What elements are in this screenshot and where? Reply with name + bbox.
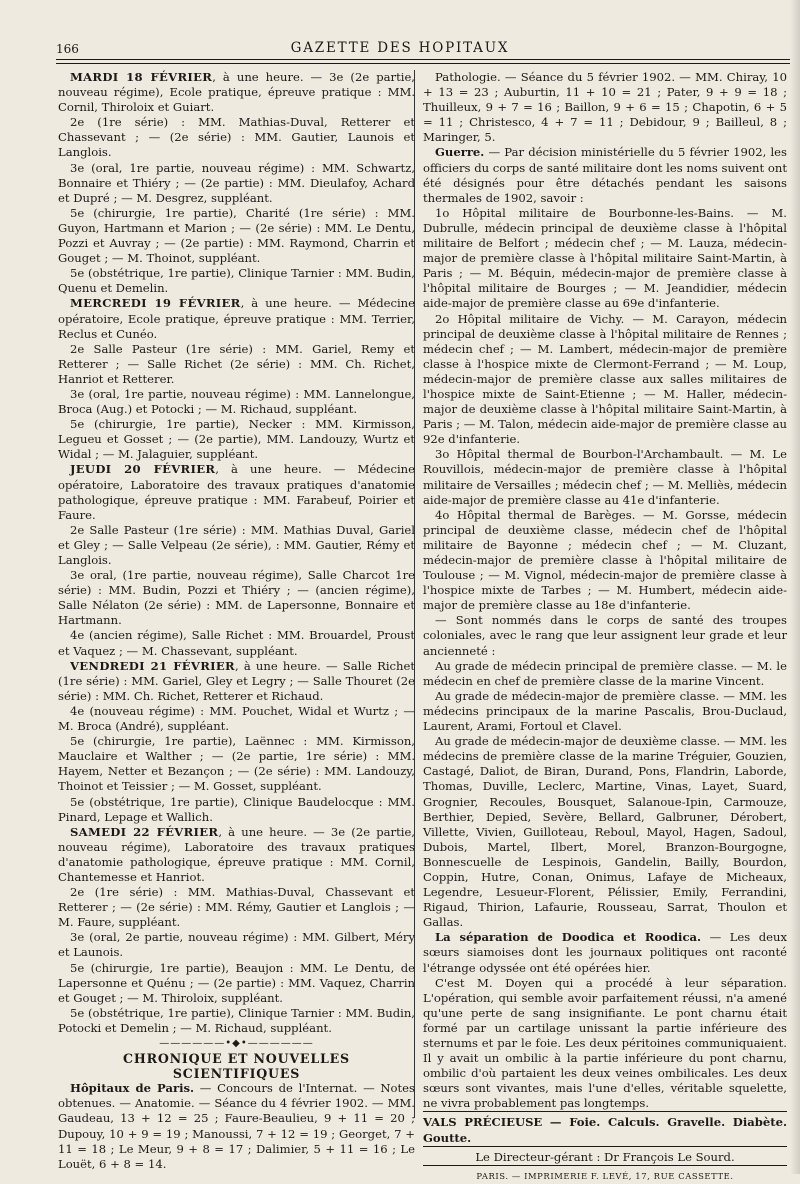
ornament-divider: ——————•◆•—————— [159,1038,314,1049]
paragraph: 4e (nouveau régime) : MM. Pouchet, Widal et Wurtz ; — M. Broca (André), suppléant. [58,703,415,734]
hopitaux-paragraph: Hôpitaux de Paris. — Concours de l'Internat. — Notes obtenues. — Anatomie. — Séance du 4 février 1902. — MM. Gaudeau, 13 + 12 = 25 ; Faure-Beaulieu, 9 + 11 = 20 ; Dupouy, 10 + 9 = 19 ; Manoussi, 7 + 12 = 19 ; Georget, 7 + 11 = 18 ; Le Meur, 9 + 8 = 17 ; Dalimier, 5 + 11 = 16 ; Le Louët, 6 + 8 = 14. [58,1081,415,1171]
mercredi-paragraph: MERCREDI 19 FÉVRIER, à une heure. — Médecine opératoire, Ecole pratique, épreuve pratique : MM. Terrier, Reclus et Cunéo. [58,296,416,341]
paragraph: 5e (chirurgie, 1re partie), Charité (1re série) : MM. Guyon, Hartmann et Marion ; — (2e série) : MM. Le Dentu, Pozzi et Auvray ; — (2e partie) : MM. Raymond, Charrin et Gouget ; — M. Thoinot, suppléant. [58,205,415,266]
paragraph: 5e (chirurgie, 1re partie), Necker : MM. Kirmisson, Legueu et Gosset ; — (2e partie), MM. Landouzy, Wurtz et Widal ; — M. Jalaguier, suppléant. [58,417,415,462]
page-header [0,0,800,70]
news-heading: Hôpitaux de Paris. [70,1081,195,1096]
paragraph: 4o Hôpital thermal de Barèges. — M. Gorsse, médecin principal de deuxième classe, médecin chef de l'hôpital militaire de Bayonne ; médecin chef ; — M. Cluzant, médecin-major de première classe à l'hôpital militaire de Toulouse ; — M. Vignol, médecin-major de première classe à l'hospice mixte de Tarbes ; — M. Humbert, médecin aide-major de première classe au 18e d'infanterie. [423,507,787,613]
paragraph: Au grade de médecin principal de première classe. — M. le médecin en chef de première classe de la marine Vincent. [423,658,787,688]
printer-line: PARIS. — IMPRIMERIE F. LEVÉ, 17, RUE CASSETTE. [423,1165,787,1184]
paragraph: 2e (1re série) : MM. Mathias-Duval, Chassevant et Retterer ; — (2e série) : MM. Rémy, Gautier et Langlois ; — M. Faure, suppléant. [58,885,415,930]
director-signature: Le Directeur-gérant : Dr François Le Sourd. [423,1146,787,1165]
paragraph: 3e oral, (1re partie, nouveau régime), Salle Charcot 1re série) : MM. Budin, Pozzi et Thiéry ; — (ancien régime), Salle Nélaton (2e série) : MM. de Lapersonne, Bonnaire et Hartmann. [58,568,415,628]
samedi-paragraph: SAMEDI 22 FÉVRIER, à une heure. — 3e (2e partie, nouveau régime), Laboratoire des travaux pratiques d'anatomie pathologique, épreuve pratique : MM. Cornil, Chantemesse et Hanriot. [58,824,415,884]
day-heading: MARDI 18 FÉVRIER [70,70,213,84]
paragraph: 3e (oral, 1re partie, nouveau régime) : MM. Schwartz, Bonnaire et Thiéry ; — (2e partie) : MM. Dieulafoy, Achard et Dupré ; — M. Desgrez, suppléant. [58,160,415,205]
page-number: 166 [56,42,79,56]
paragraph: 2e Salle Pasteur (1re série) : MM. Gariel, Remy et Retterer ; — Salle Richet (2e série) : MM. Ch. Richet, Hanriot et Retterer. [58,341,415,386]
paragraph: 2e Salle Pasteur (1re série) : MM. Mathias Duval, Gariel et Gley ; — Salle Velpeau (2e série), : MM. Gautier, Rémy et Langlois. [58,522,415,567]
paragraph: 3o Hôpital thermal de Bourbon-l'Archambault. — M. Le Rouvillois, médecin-major de première classe à l'hôpital militaire de Versailles ; médecin chef ; — M. Melliès, médecin aide-major de première classe au 41e d'infanterie. [423,447,787,507]
advertisement: VALS PRÉCIEUSE — Foie. Calculs. Gravelle. Diabète. Goutte. [423,1111,787,1145]
paragraph: 1o Hôpital militaire de Bourbonne-les-Bains. — M. Dubrulle, médecin principal de deuxième classe à l'hôpital militaire de Belfort ; médecin chef ; — M. Lauza, médecin-major de première classe à l'hôpital militaire Saint-Martin, à Paris ; — M. Béquin, médecin-major de première classe à l'hôpital militaire de Bourges ; — M. Jeandidier, médecin aide-major de première classe au 69e d'infanterie. [423,205,787,311]
paragraph: 2o Hôpital militaire de Vichy. — M. Carayon, médecin principal de deuxième classe à l'hôpital militaire de Rennes ; médecin chef ; — M. Lambert, médecin-major de première classe à l'hospice mixte de Clermont-Ferrand ; — M. Loup, médecin-major de première classe aux salles militaires de l'hospice mixte de Saint-Etienne ; — M. Haller, médecin-major de deuxième classe à l'hôpital militaire Saint-Martin, à Paris ; — M. Talon, médecin aide-major de première classe au 92e d'infanterie. [423,311,787,447]
page-edge-shadow [790,0,800,1174]
paragraph: 2e (1re série) : MM. Mathias-Duval, Retterer et Chassevant ; — (2e série) : MM. Gautier, Launois et Langlois. [58,115,415,160]
paragraph: 5e (obstétrique, 1re partie), Clinique Tarnier : MM. Budin, Potocki et Demelin ; — M. Richaud, suppléant. [58,1005,415,1035]
paragraph: Au grade de médecin-major de deuxième classe. — MM. les médecins de première classe de la marine Tréguier, Gouzien, Castagé, Daliot, de Biran, Durand, Pons, Flandrin, Laborde, Thomas, Duville, Leclerc, Martine, Vinas, Layet, Suard, Grognier, Recoules, Bousquet, Salanoue-Ipin, Carmouze, Berthier, Depied, Sevère, Bellard, Galbruner, Dérobert, Villette, Vivien, Guilloteau, Reboul, Mayol, Hagen, Sadoul, Dubois, Martel, Ilbert, Morel, Branzon-Bourgogne, Bonnescuelle de Lespinois, Gandelin, Bailly, Bourdon, Coppin, Hutre, Conan, Onimus, Lafaye de Micheaux, Legendre, Lesueur-Florent, Pélissier, Emily, Ferrandini, Rigaud, Thirion, Lafaurie, Rousseau, Sarrat, Thoulon et Gallas. [423,734,787,930]
header-rule-thin [56,63,790,64]
paragraph: 5e (chirurgie, 1re partie), Beaujon : MM. Le Dentu, de Lapersonne et Quénu ; — (2e partie) : MM. Vaquez, Charrin et Gouget ; — M. Thiroloix, suppléant. [58,960,415,1005]
right-column [423,70,787,1181]
running-title: GAZETTE DES HOPITAUX [290,40,510,56]
guerre-paragraph: Guerre. — Par décision ministérielle du 5 février 1902, les officiers du corps de santé militaire dont les noms suivent ont été désignés pour être détachés pendant les saisons thermales de 1902, savoir : [423,145,787,205]
paragraph: 3e (oral, 2e partie, nouveau régime) : MM. Gilbert, Méry et Launois. [58,930,415,960]
day-heading: MERCREDI 19 FÉVRIER [70,296,241,311]
header-rule [56,59,790,60]
left-column [58,70,416,1171]
vendredi-paragraph: VENDREDI 21 FÉVRIER, à une heure. — Salle Richet (1re série) : MM. Gariel, Gley et Legry ; — Salle Thouret (2e série) : MM. Ch. Richet, Retterer et Richaud. [58,658,416,703]
paragraph: 5e (obstétrique, 1re partie), Clinique Baudelocque : MM. Pinard, Lepage et Wallich. [58,794,415,824]
separation-paragraph: La séparation de Doodica et Roodica. — Les deux sœurs siamoises dont les journaux politiques ont raconté l'étrange odyssée ont été opérées hier. [423,930,787,975]
paragraph: — Sont nommés dans le corps de santé des troupes coloniales, avec le rang que leur assignent leur grade et leur ancienneté : [423,613,787,658]
section-title: CHRONIQUE ET NOUVELLES SCIENTIFIQUES [123,1051,350,1082]
paragraph: 5e (obstétrique, 1re partie), Clinique Tarnier : MM. Budin, Quenu et Demelin. [58,266,415,296]
day-heading: SAMEDI 22 FÉVRIER [70,824,219,839]
paragraph: Pathologie. — Séance du 5 février 1902. — MM. Chiray, 10 + 13 = 23 ; Auburtin, 11 + 10 = 21 ; Pater, 9 + 9 = 18 ; Thuilleux, 9 + 7 = 16 ; Baillon, 9 + 6 = 15 ; Chapotin, 6 + 5 = 11 ; Christesco, 4 + 7 = 11 ; Debidour, 9 ; Bailleul, 8 ; Maringer, 5. [423,70,787,145]
paragraph: Au grade de médecin-major de première classe. — MM. les médecins principaux de la marine Pascalis, Brou-Duclaud, Laurent, Arami, Fortoul et Clavel. [423,688,787,734]
day-heading: JEUDI 20 FÉVRIER [70,462,216,477]
paragraph: 5e (chirurgie, 1re partie), Laënnec : MM. Kirmisson, Mauclaire et Walther ; — (2e partie, 1re série) : MM. Hayem, Netter et Bezançon ; — (2e série) : MM. Landouzy, Thoinot et Teissier ; — M. Gosset, suppléant. [58,734,415,794]
news-heading: Guerre. [435,145,485,160]
jeudi-paragraph: JEUDI 20 FÉVRIER, à une heure. — Médecine opératoire, Laboratoire des travaux pratiques d'anatomie pathologique, épreuve pratique : MM. Farabeuf, Poirier et Faure. [58,462,415,522]
day-heading: VENDREDI 21 FÉVRIER [70,658,235,673]
mardi-paragraph: MARDI 18 FÉVRIER, à une heure. — 3e (2e partie, nouveau régime), Ecole pratique, épreuve pratique : MM. Cornil, Thiroloix et Guiart. [58,70,415,115]
paragraph: 3e (oral, 1re partie, nouveau régime) : MM. Lannelongue, Broca (Aug.) et Potocki ; — M. Richaud, suppléant. [58,386,415,417]
news-heading: La séparation de Doodica et Roodica. [435,930,702,945]
paragraph: C'est M. Doyen qui a procédé à leur séparation. L'opération, qui semble avoir parfaitement réussi, n'a amené qu'une perte de sang insignifiante. Le pont charnu était formé par un cartilage unissant la partie inférieure des sternums et par le foie. Les deux péritoines communiquaient. Il y avait un ombilic à la partie inférieure du pont charnu, ombilic d'où partaient les deux veines ombilicales. Les deux sœurs sont vivantes, mais l'une d'elles, véritable squelette, ne vivra probablement pas longtemps. [423,975,787,1111]
paragraph: 4e (ancien régime), Salle Richet : MM. Brouardel, Proust et Vaquez ; — M. Chassevant, suppléant. [58,628,415,658]
